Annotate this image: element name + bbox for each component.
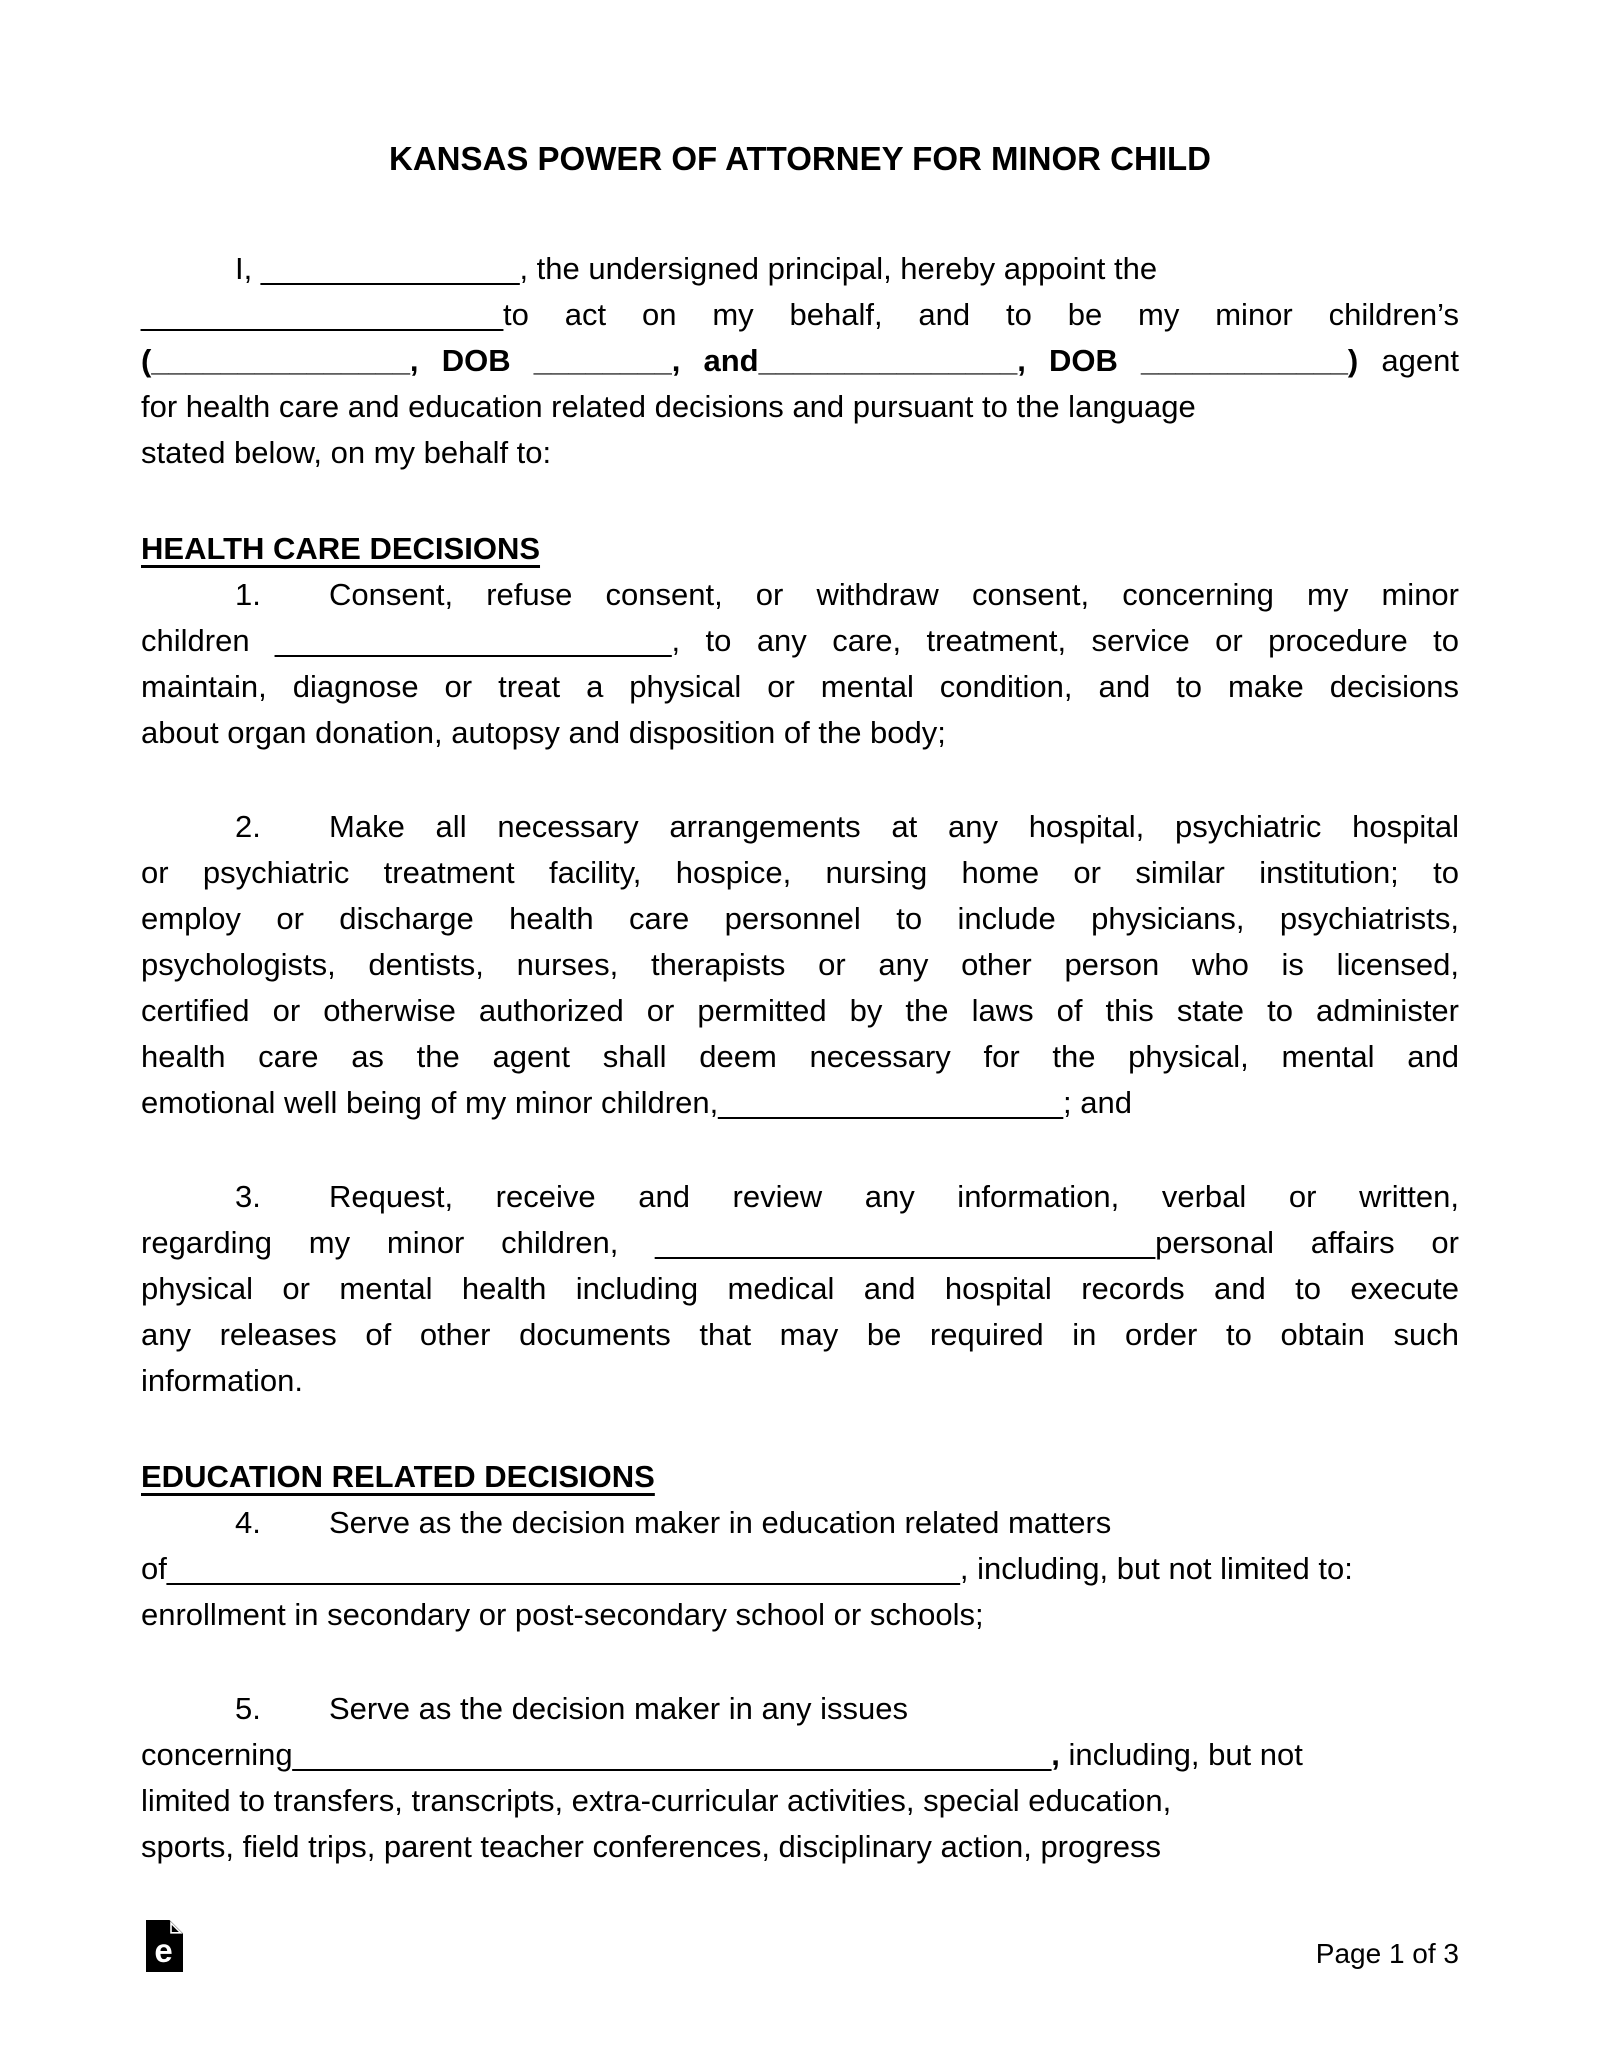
- item-3-line-4: any releases of other documents that may be required in order to obtain such: [141, 1317, 1459, 1352]
- item-2-line-7: emotional well being of my minor children,____________________; and: [141, 1085, 1132, 1120]
- item-2-line-2: or psychiatric treatment facility, hospice, nursing home or similar institution; to: [141, 855, 1459, 890]
- item-2-text: Make all necessary arrangements at any hospital, psychiatric hospital: [329, 809, 1459, 844]
- education-related-decisions-heading: EDUCATION RELATED DECISIONS: [141, 1459, 655, 1494]
- item-5-line-4: sports, field trips, parent teacher conferences, disciplinary action, progress: [141, 1829, 1162, 1864]
- intro-line-3-text: agent: [1358, 343, 1459, 378]
- concerning-blank-field: concerning____________________________________________: [141, 1737, 1052, 1772]
- item-5-line-2: [141, 1732, 1459, 1778]
- eforms-logo-icon: [146, 1920, 183, 1972]
- item-3-text: Request, receive and review any information, verbal or written,: [329, 1179, 1459, 1214]
- item-1-paragraph: [141, 572, 1459, 756]
- item-4-line-1: [141, 1500, 1459, 1546]
- intro-line-2: _____________________to act on my behalf, and to be my minor children’s: [141, 297, 1459, 332]
- intro-line-3: [141, 338, 1459, 384]
- item-3-line-3: physical or mental health including medical and hospital records and to execute: [141, 1271, 1459, 1306]
- item-2-line-1: [141, 804, 1459, 850]
- item-5-line-3: limited to transfers, transcripts, extra-curricular activities, special education,: [141, 1783, 1172, 1818]
- item-5-paragraph: [141, 1686, 1459, 1870]
- item-5-text: Serve as the decision maker in any issues: [329, 1691, 908, 1726]
- logo-letter: e: [154, 1932, 173, 1969]
- item-3-line-2: regarding my minor children, _____________________________personal affairs or: [141, 1225, 1459, 1260]
- item-1-line-3: maintain, diagnose or treat a physical or mental condition, and to make decisions: [141, 669, 1459, 704]
- item-4-line-3: enrollment in secondary or post-secondary school or schools;: [141, 1597, 984, 1632]
- intro-line-4: for health care and education related decisions and pursuant to the language: [141, 389, 1196, 424]
- item-2-number: 2.: [235, 809, 261, 844]
- item-2-line-3: employ or discharge health care personnel to include physicians, psychiatrists,: [141, 901, 1459, 936]
- item-1-number: 1.: [235, 577, 261, 612]
- item-3-line-5: information.: [141, 1363, 303, 1398]
- item-3-number: 3.: [235, 1179, 261, 1214]
- item-3-line-1: [141, 1174, 1459, 1220]
- item-5-line-2-text: including, but not: [1059, 1737, 1303, 1772]
- item-1-line-1: [141, 572, 1459, 618]
- item-2-line-4: psychologists, dentists, nurses, therapists or any other person who is licensed,: [141, 947, 1459, 982]
- document-content: [141, 136, 1459, 1870]
- item-4-paragraph: [141, 1500, 1459, 1638]
- item-3-paragraph: [141, 1174, 1459, 1404]
- health-care-decisions-heading: HEALTH CARE DECISIONS: [141, 531, 541, 566]
- item-1-line-4: about organ donation, autopsy and disposition of the body;: [141, 715, 946, 750]
- item-1-text: Consent, refuse consent, or withdraw consent, concerning my minor: [329, 577, 1459, 612]
- item-4-number: 4.: [235, 1505, 261, 1540]
- item-2-line-6: health care as the agent shall deem necessary for the physical, mental and: [141, 1039, 1459, 1074]
- intro-paragraph: [141, 246, 1459, 476]
- item-5-number: 5.: [235, 1691, 261, 1726]
- intro-line-5: stated below, on my behalf to:: [141, 435, 552, 470]
- document-title: KANSAS POWER OF ATTORNEY FOR MINOR CHILD: [389, 140, 1211, 177]
- item-5-line-1: [141, 1686, 1459, 1732]
- intro-line-1: I, _______________, the undersigned principal, hereby appoint the: [235, 251, 1158, 286]
- item-4-text: Serve as the decision maker in education related matters: [329, 1505, 1112, 1540]
- page-number-label: Page 1 of 3: [1315, 1938, 1459, 1969]
- item-1-line-2: children _______________________, to any care, treatment, service or procedure to: [141, 623, 1459, 658]
- item-2-paragraph: [141, 804, 1459, 1126]
- bold-comma: ,: [1051, 1737, 1060, 1772]
- item-4-line-2: of______________________________________________, including, but not limited to:: [141, 1551, 1353, 1586]
- item-2-line-5: certified or otherwise authorized or permitted by the laws of this state to administer: [141, 993, 1459, 1028]
- children-dob-blank-fields: (_______________, DOB ________, and_______________, DOB ____________): [141, 343, 1359, 378]
